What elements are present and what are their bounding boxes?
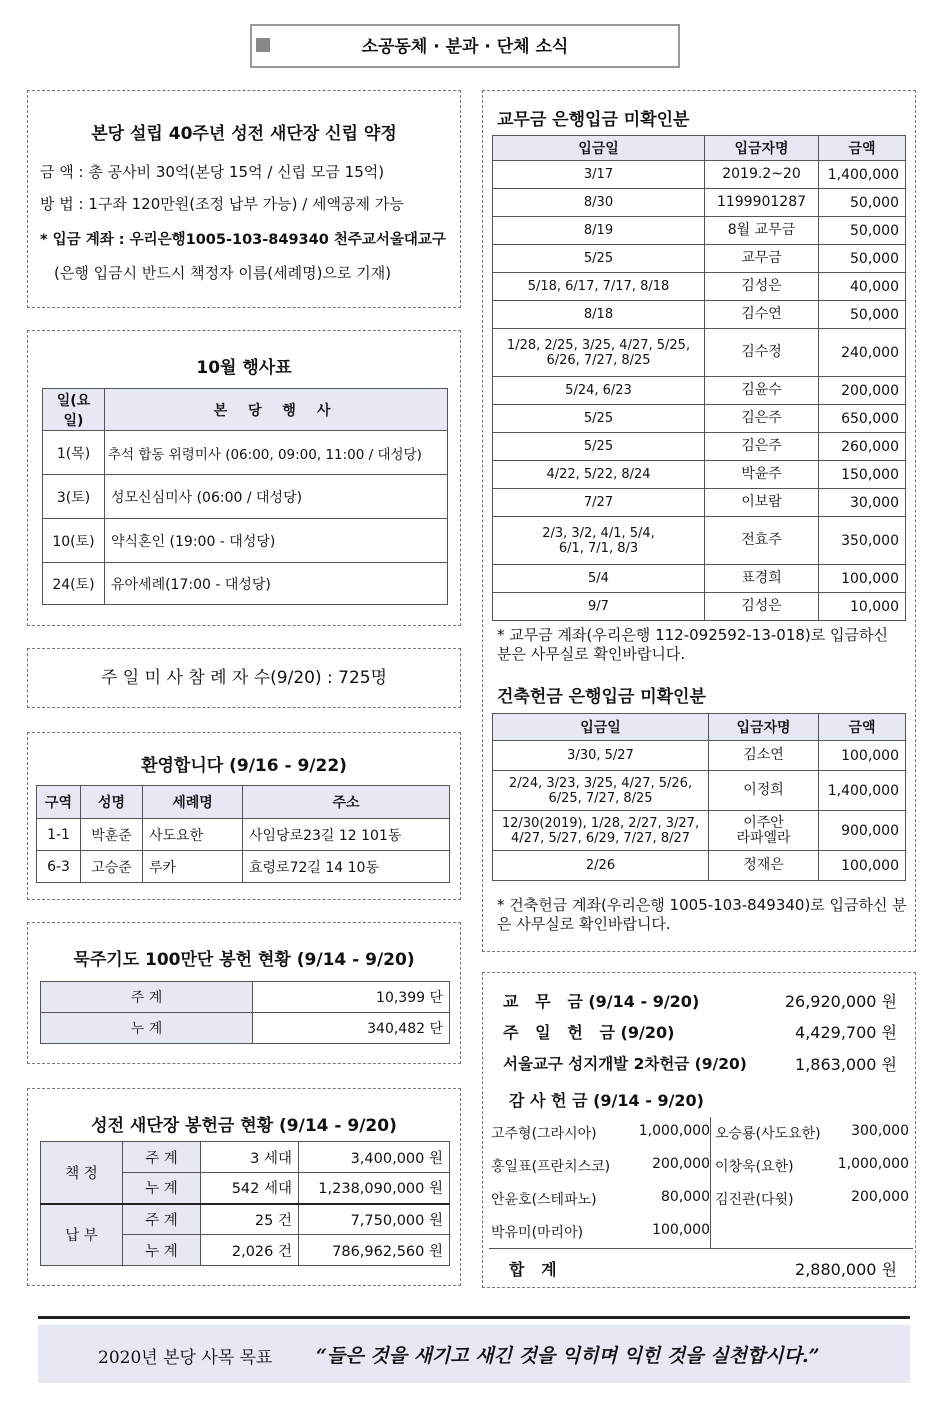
renovation-label: 누 계 [123,1235,201,1266]
building-table [492,713,906,881]
finance-sunday-label: 주 일 헌 금 (9/20) [503,1023,675,1042]
building-date: 12/30(2019), 1/28, 2/27, 3/27, 4/27, 5/27, 6/29, 7/27, 8/27 [493,811,709,851]
thanks-donor: 고주형(그라시아) [491,1126,597,1142]
welcome-col-zone: 구역 [37,786,81,819]
dues-row [493,217,906,245]
dues-row [493,377,906,405]
building-title: 건축헌금 은행입금 미확인분 [497,687,706,707]
welcome-box [27,732,461,900]
dues-row [493,189,906,217]
renovation-label: 주 계 [123,1142,201,1173]
building-amount: 1,400,000 [819,771,906,811]
attendance-text: 주 일 미 사 참 례 자 수(9/20) : 725명 [100,668,388,688]
rosary-value: 340,482 단 [253,1013,450,1044]
dues-row [493,405,906,433]
dues-row [493,593,906,621]
event-name: 추석 합동 위령미사 (06:00, 09:00, 11:00 / 대성당) [105,431,448,475]
building-note: * 건축헌금 계좌(우리은행 1005-103-849340)로 입금하신 분은 사무실로 확인바랍니다. [497,896,907,933]
dues-amount: 100,000 [819,565,906,593]
thanks-amount: 100,000 [652,1222,710,1238]
dues-name: 김수연 [705,301,819,329]
rosary-table [40,981,450,1044]
dues-name: 1199901287 [705,189,819,217]
event-day: 24(토) [43,563,105,605]
pledge-amount: 금 액 : 총 공사비 30억(본당 15억 / 신립 모금 15억) [40,163,385,181]
renovation-count: 3 세대 [201,1142,299,1173]
thanks-amount: 200,000 [851,1189,909,1205]
thanks-amount: 80,000 [661,1189,710,1205]
dues-amount: 50,000 [819,301,906,329]
dues-date: 3/17 [493,161,705,189]
dues-date: 5/18, 6/17, 7/17, 8/18 [493,273,705,301]
thanks-title: 감 사 헌 금 (9/14 - 9/20) [509,1091,704,1110]
welcome-baptism: 루카 [143,851,243,883]
renovation-amount: 7,750,000 원 [299,1204,450,1235]
dues-amount: 50,000 [819,189,906,217]
dues-date: 2/3, 3/2, 4/1, 5/4, 6/1, 7/1, 8/3 [493,517,705,565]
dues-name: 박윤주 [705,461,819,489]
dues-name: 김은주 [705,405,819,433]
dues-row [493,273,906,301]
welcome-col-address: 주소 [243,786,450,819]
building-amount: 100,000 [819,851,906,881]
event-name: 약식혼인 (19:00 - 대성당) [105,519,448,563]
dues-row [493,489,906,517]
building-name: 정재은 [709,851,819,881]
rosary-title: 묵주기도 100만단 봉헌 현황 (9/14 - 9/20) [73,950,415,970]
welcome-baptism: 사도요한 [143,819,243,851]
unconfirmed-box [482,90,916,952]
thanks-divider [710,1117,711,1249]
thanks-amount: 300,000 [851,1123,909,1139]
dues-date: 5/25 [493,245,705,273]
event-name: 성모신심미사 (06:00 / 대성당) [105,475,448,519]
building-amount: 900,000 [819,811,906,851]
event-day: 10(토) [43,519,105,563]
building-row [493,741,906,771]
building-col-date: 입금일 [493,714,709,741]
welcome-address: 효령로72길 14 10동 [243,851,450,883]
event-day: 3(토) [43,475,105,519]
dues-amount: 50,000 [819,217,906,245]
welcome-name: 고승준 [81,851,143,883]
building-date: 2/24, 3/23, 3/25, 4/27, 5/26, 6/25, 7/27, 8/25 [493,771,709,811]
dues-name: 교무금 [705,245,819,273]
renovation-count: 25 건 [201,1204,299,1235]
renovation-label: 누 계 [123,1173,201,1204]
dues-amount: 350,000 [819,517,906,565]
thanks-donor: 박유미(마리아) [491,1225,584,1241]
thanks-amount: 1,000,000 [837,1156,909,1172]
finance-shrine-label: 서울교구 성지개발 2차헌금 (9/20) [503,1055,747,1073]
renovation-amount: 1,238,090,000 원 [299,1173,450,1204]
pledge-note: (은행 입금시 반드시 책정자 이름(세례명)으로 기재) [54,264,392,282]
attendance-box [27,648,461,708]
renovation-title: 성전 새단장 봉헌금 현황 (9/14 - 9/20) [91,1116,397,1136]
events-table [42,388,448,605]
dues-row [493,301,906,329]
building-date: 2/26 [493,851,709,881]
welcome-col-name: 성명 [81,786,143,819]
building-name: 이주안 라파엘라 [709,811,819,851]
dues-date: 5/25 [493,405,705,433]
total-label: 합 계 [509,1260,557,1279]
event-day: 1(목) [43,431,105,475]
renovation-label: 주 계 [123,1204,201,1235]
dues-name: 김성은 [705,593,819,621]
dues-amount: 240,000 [819,329,906,377]
dues-title: 교무금 은행입금 미확인분 [497,110,690,130]
pledge-account: * 입금 계좌 : 우리은행1005-103-849340 천주교서울대교구 [40,232,446,248]
dues-col-name: 입금자명 [705,136,819,161]
rosary-box [27,922,461,1064]
rosary-label: 주 계 [41,982,253,1013]
dues-name: 김성은 [705,273,819,301]
dues-row [493,329,906,377]
building-date: 3/30, 5/27 [493,741,709,771]
dues-row [493,433,906,461]
thanks-amount: 200,000 [652,1156,710,1172]
renovation-group: 납 부 [41,1204,123,1266]
dues-col-date: 입금일 [493,136,705,161]
thanks-amount: 1,000,000 [638,1123,710,1139]
events-box [27,330,461,626]
events-col-event: 본 당 행 사 [105,389,448,431]
dues-amount: 50,000 [819,245,906,273]
dues-amount: 150,000 [819,461,906,489]
dues-date: 8/18 [493,301,705,329]
thanks-donor: 이창욱(요한) [715,1159,794,1175]
dues-name: 2019.2~20 [705,161,819,189]
dues-date: 7/27 [493,489,705,517]
dues-amount: 260,000 [819,433,906,461]
footer-prefix: 2020년 본당 사목 목표 [98,1348,273,1368]
events-title: 10월 행사표 [196,358,292,378]
renovation-amount: 3,400,000 원 [299,1142,450,1173]
finance-box [482,972,916,1288]
building-row [493,851,906,881]
total-value: 2,880,000 원 [795,1260,897,1279]
renovation-table [40,1141,450,1266]
header-square-icon [256,38,270,52]
dues-table [492,135,906,621]
rosary-value: 10,399 단 [253,982,450,1013]
dues-date: 1/28, 2/25, 3/25, 4/27, 5/25, 6/26, 7/27, 8/25 [493,329,705,377]
dues-name: 8월 교무금 [705,217,819,245]
building-name: 김소연 [709,741,819,771]
welcome-address: 사임당로23길 12 101동 [243,819,450,851]
building-row [493,771,906,811]
renovation-count: 542 세대 [201,1173,299,1204]
building-name: 이정희 [709,771,819,811]
building-col-amount: 금액 [819,714,906,741]
dues-amount: 40,000 [819,273,906,301]
dues-row [493,245,906,273]
thanks-grid [489,1117,913,1249]
dues-amount: 30,000 [819,489,906,517]
thanks-donor: 김진관(다윗) [715,1192,794,1208]
renovation-group: 책 정 [41,1142,123,1204]
dues-col-amount: 금액 [819,136,906,161]
welcome-zone: 6-3 [37,851,81,883]
footer-banner [38,1325,910,1383]
dues-name: 김윤수 [705,377,819,405]
dues-amount: 1,400,000 [819,161,906,189]
renovation-amount: 786,962,560 원 [299,1235,450,1266]
finance-shrine-value: 1,863,000 원 [795,1055,897,1074]
dues-row [493,461,906,489]
dues-date: 5/25 [493,433,705,461]
footer-motto: “들은 것을 새기고 새긴 것을 익히며 익힌 것을 실천합시다.” [316,1345,820,1367]
dues-row [493,161,906,189]
event-name: 유아세례(17:00 - 대성당) [105,563,448,605]
thanks-donor: 오승룡(사도요한) [715,1126,821,1142]
pledge-title: 본당 설립 40주년 성전 새단장 신립 약정 [91,124,397,144]
events-col-day: 일(요일) [43,389,105,431]
welcome-zone: 1-1 [37,819,81,851]
dues-date: 8/19 [493,217,705,245]
finance-dues-label: 교 무 금 (9/14 - 9/20) [503,992,700,1011]
finance-dues-value: 26,920,000 원 [784,992,897,1011]
dues-date: 4/22, 5/22, 8/24 [493,461,705,489]
dues-name: 표경희 [705,565,819,593]
renovation-count: 2,026 건 [201,1235,299,1266]
welcome-table [36,785,450,883]
pledge-box [27,90,461,308]
dues-date: 9/7 [493,593,705,621]
dues-row [493,565,906,593]
dues-amount: 200,000 [819,377,906,405]
dues-date: 5/4 [493,565,705,593]
thanks-donor: 안윤호(스테파노) [491,1192,597,1208]
dues-name: 전효주 [705,517,819,565]
dues-amount: 650,000 [819,405,906,433]
renovation-box [27,1088,461,1286]
pledge-method: 방 법 : 1구좌 120만원(조정 납부 가능) / 세액공제 가능 [40,195,404,213]
building-row [493,811,906,851]
dues-date: 8/30 [493,189,705,217]
building-col-name: 입금자명 [709,714,819,741]
dues-date: 5/24, 6/23 [493,377,705,405]
header-title: 소공동체 · 분과 · 단체 소식 [361,37,569,57]
dues-name: 김수정 [705,329,819,377]
rosary-label: 누 계 [41,1013,253,1044]
welcome-col-baptism: 세례명 [143,786,243,819]
building-amount: 100,000 [819,741,906,771]
dues-name: 이보람 [705,489,819,517]
dues-note: * 교무금 계좌(우리은행 112-092592-13-018)로 입금하신 분은 사무실로 확인바랍니다. [497,626,888,663]
thanks-donor: 홍일표(프란치스코) [491,1159,611,1175]
dues-row [493,517,906,565]
welcome-name: 박훈준 [81,819,143,851]
welcome-title: 환영합니다 (9/16 - 9/22) [141,756,347,776]
finance-sunday-value: 4,429,700 원 [795,1023,897,1042]
section-header [250,24,680,68]
footer-rule [38,1316,910,1319]
dues-name: 김은주 [705,433,819,461]
dues-amount: 10,000 [819,593,906,621]
